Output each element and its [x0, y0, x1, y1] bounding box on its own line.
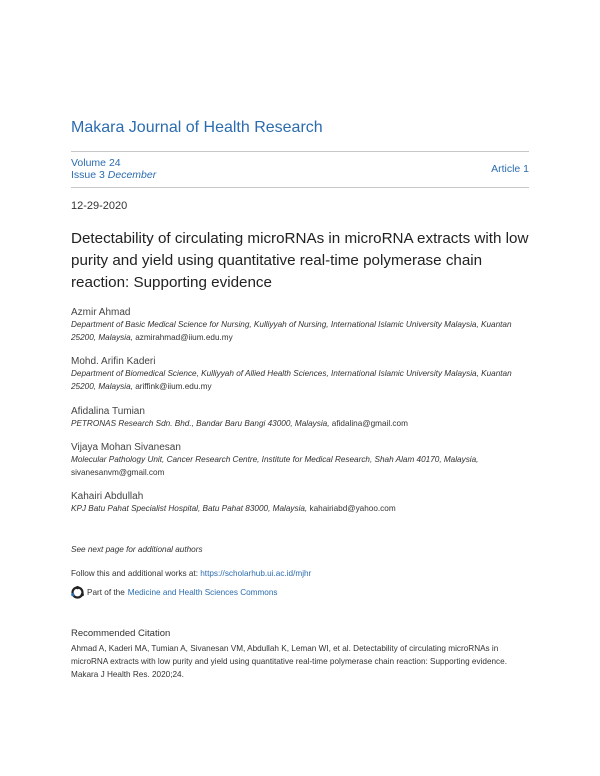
divider-top — [71, 151, 529, 152]
divider-bottom — [71, 187, 529, 188]
author-affiliation — [71, 503, 531, 516]
author-affiliation — [71, 368, 531, 393]
issue-label: Issue 3 — [71, 169, 105, 181]
commons-prefix: Part of the — [87, 588, 125, 597]
affiliation-text: KPJ Batu Pahat Specialist Hospital, Batu Pahat 83000, Malaysia, — [71, 504, 308, 513]
publication-date: 12-29-2020 — [71, 200, 128, 212]
author-email: sivanesanvm@gmail.com — [71, 467, 165, 477]
paper-title: Detectability of circulating microRNAs in microRNA extracts with low purity and yield using quantitative real-time polymerase chain reaction: Supporting evidence — [71, 230, 529, 291]
affiliation-text: PETRONAS Research Sdn. Bhd., Bandar Baru Bangi 43000, Malaysia, — [71, 419, 330, 428]
author-name: Afidalina Tumian — [71, 406, 145, 417]
journal-title[interactable]: Makara Journal of Health Research — [71, 119, 323, 136]
volume-link[interactable]: Volume 24 — [71, 157, 121, 169]
author-block — [71, 441, 531, 479]
affiliation-text: Department of Biomedical Science, Kulliyyah of Allied Health Sciences, International Islamic University Malaysia, Kuantan 25200, Malaysia, — [71, 369, 512, 391]
author-block — [71, 355, 531, 393]
author-affiliation — [71, 319, 531, 344]
article-link[interactable]: Article 1 — [491, 163, 529, 175]
author-block — [71, 306, 531, 344]
author-name: Vijaya Mohan Sivanesan — [71, 442, 181, 453]
see-next-page-note: See next page for additional authors — [71, 545, 203, 554]
issue-month: December — [107, 169, 157, 181]
commons-network-icon — [71, 586, 84, 599]
author-email: azmirahmad@iium.edu.my — [135, 332, 233, 342]
author-affiliation — [71, 418, 531, 431]
follow-line — [71, 569, 311, 578]
author-affiliation — [71, 454, 531, 479]
scholarhub-link[interactable]: https://scholarhub.ui.ac.id/mjhr — [200, 569, 312, 578]
commons-line — [71, 586, 278, 599]
issue-link[interactable] — [71, 169, 156, 181]
author-name: Azmir Ahmad — [71, 307, 131, 318]
affiliation-text: Department of Basic Medical Science for Nursing, Kulliyyah of Nursing, International Islamic University Malaysia, Kuantan 25200, Malaysia, — [71, 320, 512, 342]
author-email: kahairiabd@yahoo.com — [309, 504, 396, 513]
author-name: Mohd. Arifin Kaderi — [71, 356, 156, 367]
affiliation-text: Molecular Pathology Unit, Cancer Research Centre, Institute for Medical Research, Shah Alam 40170, Malaysia, — [71, 455, 479, 464]
citation-heading: Recommended Citation — [71, 628, 171, 639]
author-name: Kahairi Abdullah — [71, 491, 144, 502]
follow-prefix: Follow this and additional works at: — [71, 569, 201, 578]
author-block — [71, 490, 531, 516]
author-block — [71, 405, 531, 431]
author-email: ariffink@iium.edu.my — [135, 381, 212, 391]
citation-text: Ahmad A, Kaderi MA, Tumian A, Sivanesan VM, Abdullah K, Leman WI, et al. Detectability of circulating microRNAs in microRNA extracts with low purity and yield using quantitative real-time polymerase chain reaction: Supporting evidence. Makara J Health Res. 2020;24. — [71, 644, 507, 679]
author-email: afidalina@gmail.com — [331, 419, 408, 428]
commons-link[interactable]: Medicine and Health Sciences Commons — [127, 588, 278, 597]
